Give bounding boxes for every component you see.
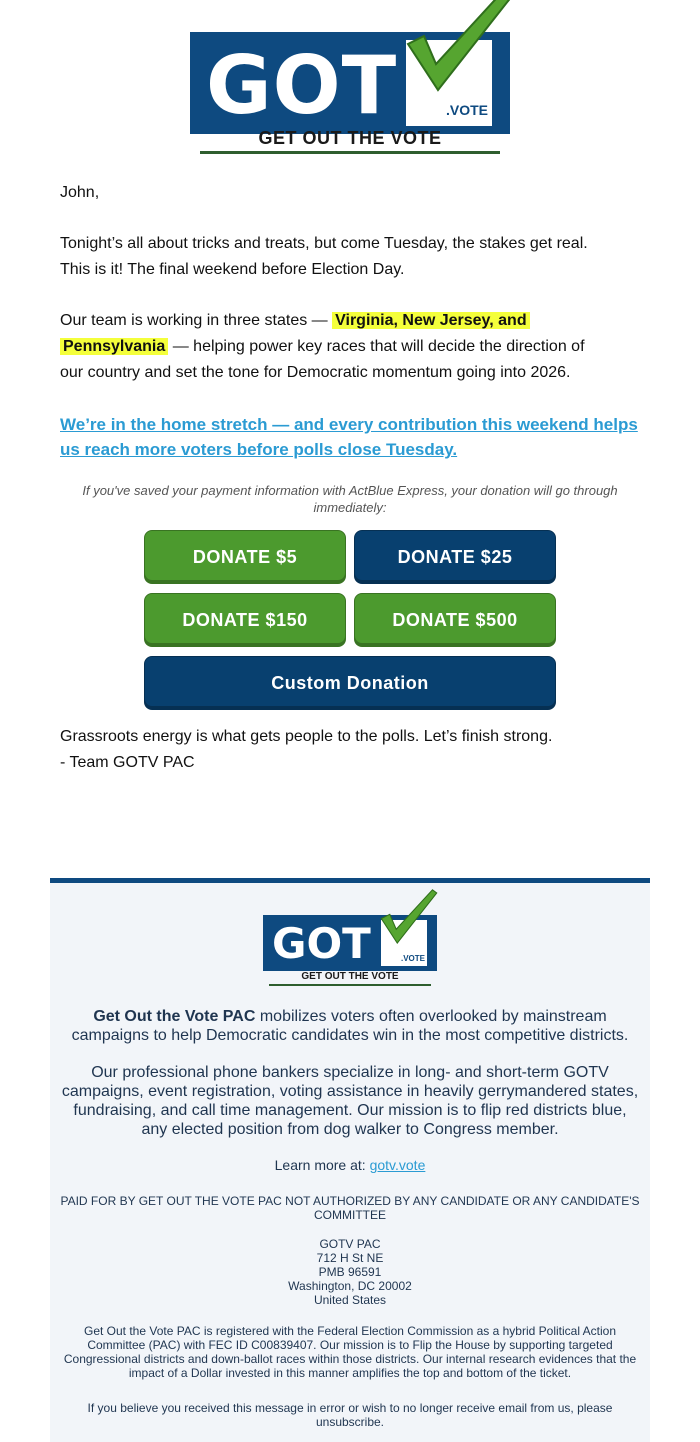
footer-logo-tagline: GET OUT THE VOTE: [301, 971, 399, 982]
donate-25-button[interactable]: DONATE $25: [354, 530, 556, 584]
states-line-1: [60, 308, 650, 334]
donate-5-button[interactable]: DONATE $5: [144, 530, 346, 584]
signature: - Team GOTV PAC: [60, 754, 195, 771]
closing-line: Grassroots energy is what gets people to the polls. Let’s finish strong.: [60, 728, 553, 745]
footer-services: Our professional phone bankers specialize in long- and short-term GOTV campaigns, event registration, voting assistance in heavily gerrymandered states, fundraising, and call time management. Our mission is to flip red districts blue, any elected position from dog walker to Congress member.: [61, 1064, 639, 1138]
checkmark-icon: [400, 0, 520, 96]
states-line-2: [60, 334, 650, 360]
logo-vote-text: .VOTE: [446, 102, 489, 118]
footer-learn-more: [60, 1157, 640, 1174]
address-city: Washington, DC 20002: [288, 1279, 412, 1293]
address-pmb: PMB 96591: [318, 1265, 382, 1279]
footer-logo: [263, 901, 439, 991]
fec-statement: Get Out the Vote PAC is registered with the Federal Election Commission as a hybrid Political Action Committee (PAC) with FEC ID C00839407. Our mission is to Flip the House by supporting targeted Congressional districts and down-ballot races within those districts. Our internal research evidences that the impact of a Dollar invested in this manner amplifies the top and bottom of the ticket.: [63, 1324, 637, 1380]
states-tail-1: — helping power key races that will decide the direction of: [172, 338, 585, 355]
footer-about: [60, 1007, 640, 1045]
footer: [50, 878, 650, 1442]
highlight-pennsylvania: Pennsylvania: [60, 338, 168, 355]
highlight-states: Virginia, New Jersey, and: [332, 312, 530, 329]
logo-tagline: GET OUT THE VOTE: [258, 128, 442, 148]
states-line-3: our country and set the tone for Democratic momentum going into 2026.: [60, 364, 571, 381]
footer-about-org: Get Out the Vote PAC: [93, 1008, 256, 1025]
states-lead: Our team is working in three states —: [60, 312, 328, 329]
mailing-address: [60, 1237, 640, 1307]
paid-for-disclaimer: PAID FOR BY GET OUT THE VOTE PAC NOT AUTHORIZED BY ANY CANDIDATE OR ANY CANDIDATE'S COMMITTEE: [60, 1194, 640, 1222]
closing: [60, 724, 650, 776]
home-stretch-link[interactable]: We’re in the home stretch — and every contribution this weekend helps us reach more voters before polls close Tuesday.: [60, 415, 638, 459]
actblue-express-note: If you've saved your payment information with ActBlue Express, your donation will go through immediately:: [82, 483, 618, 515]
intro-line-2: This is it! The final weekend before Election Day.: [60, 261, 405, 278]
header-logo: [190, 8, 512, 158]
greeting: John,: [60, 184, 100, 201]
custom-donation-button[interactable]: Custom Donation: [144, 656, 556, 710]
paragraph-intro: [60, 231, 650, 283]
learn-more-label: Learn more at:: [274, 1157, 366, 1173]
footer-about-text: mobilizes voters often overlooked by mainstream campaigns to help Democratic candidates win in the most competitive districts.: [71, 1008, 629, 1044]
intro-line-1: Tonight’s all about tricks and treats, but come Tuesday, the stakes get real.: [60, 235, 588, 252]
unsubscribe-note[interactable]: If you believe you received this message in error or wish to no longer receive email from us, please unsubscribe.: [87, 1401, 613, 1429]
footer-checkmark-icon: [377, 887, 441, 947]
footer-logo-divider: [269, 984, 431, 986]
address-name: GOTV PAC: [319, 1237, 381, 1251]
logo-divider: [200, 151, 500, 154]
donate-150-button[interactable]: DONATE $150: [144, 593, 346, 647]
address-country: United States: [313, 1293, 387, 1307]
donate-500-button[interactable]: DONATE $500: [354, 593, 556, 647]
logo-word: GOT: [206, 39, 398, 132]
footer-logo-word: GOT: [272, 919, 371, 968]
gotv-vote-link[interactable]: gotv.vote: [369, 1157, 426, 1173]
footer-logo-vote-text: .VOTE: [401, 954, 426, 963]
paragraph-states: [60, 308, 650, 386]
address-street: 712 H St NE: [316, 1251, 384, 1265]
